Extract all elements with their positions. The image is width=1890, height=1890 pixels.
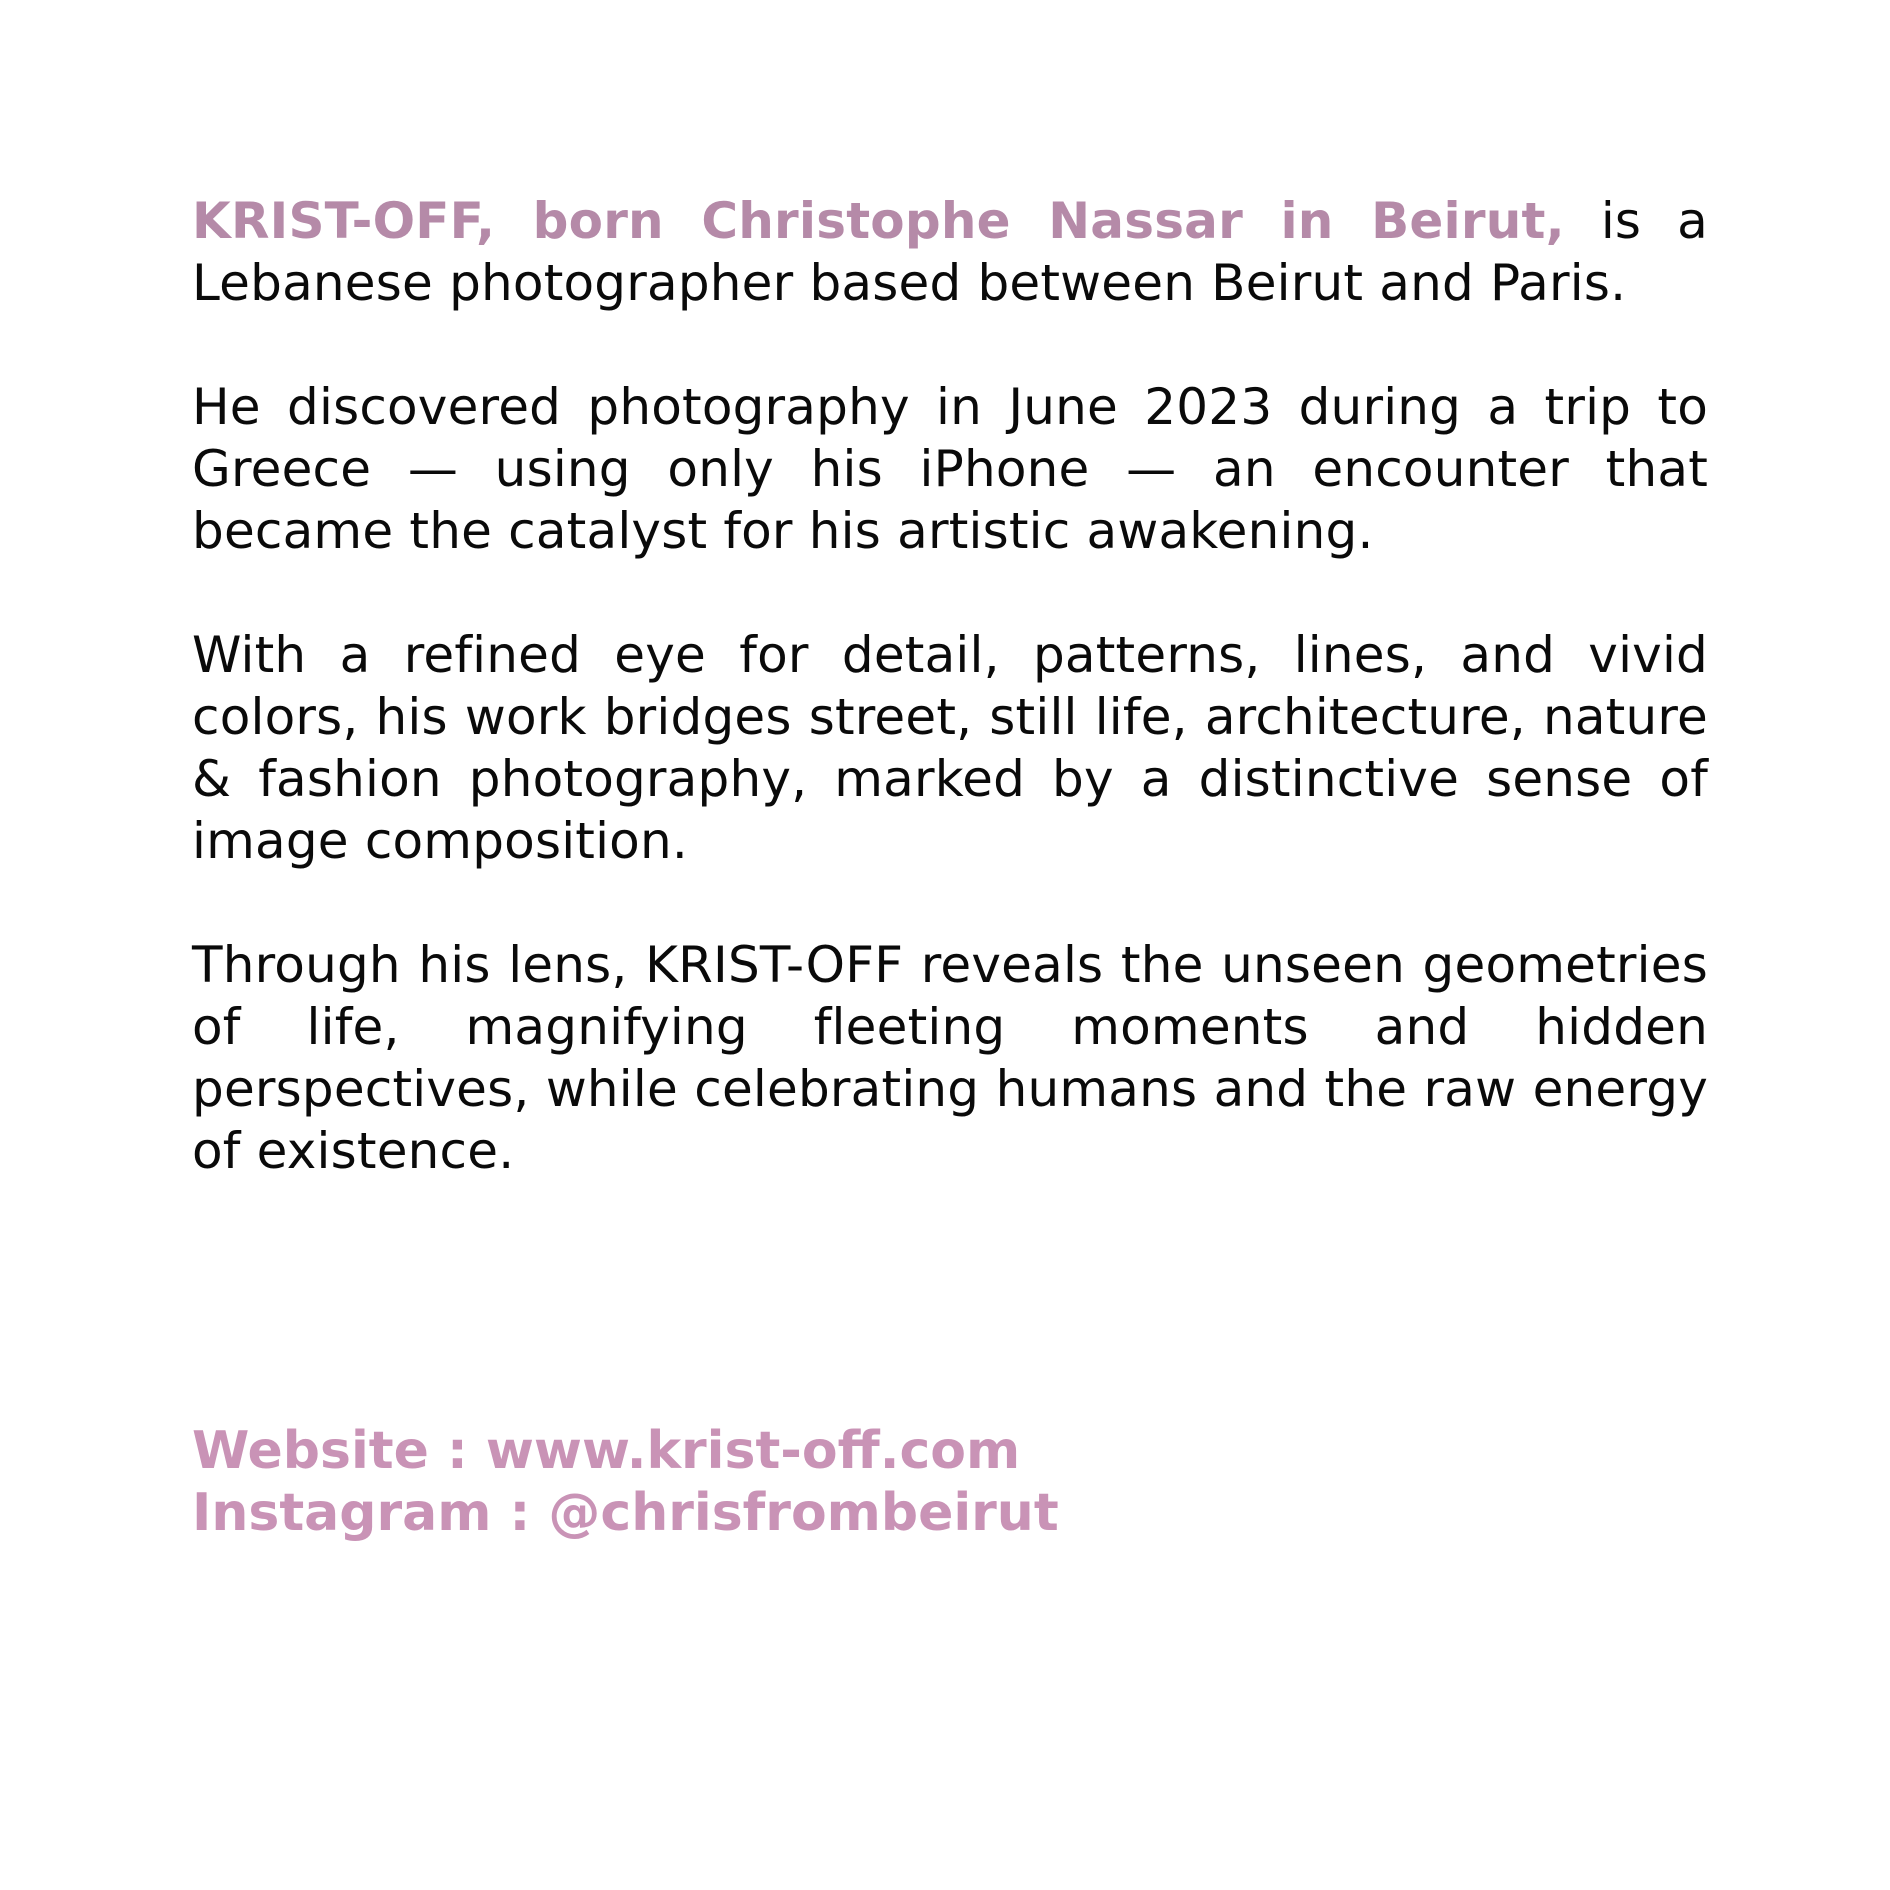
instagram-link[interactable]: Instagram : @chrisfrombeirut <box>192 1483 1059 1543</box>
bio-section <box>192 190 1708 1244</box>
bio-paragraph-discovery: He discovered photography in June 2023 during a trip to Greece — using only his iPhone — an encounter that became the catalyst for his artistic awakening. <box>192 378 1708 560</box>
bio-intro-text: is a Lebanese photographer based between Beirut and Paris. <box>192 192 1708 312</box>
bio-paragraph-vision: Through his lens, KRIST-OFF reveals the unseen geometries of life, magnifying fleeting moments and hidden perspectives, while celebrating humans and the raw energy of existence. <box>192 936 1708 1180</box>
bio-paragraph-style: With a refined eye for detail, patterns, lines, and vivid colors, his work bridges street, still life, architecture, nature & fashion photography, marked by a distinctive sense of image composition. <box>192 626 1708 870</box>
contact-links <box>192 1420 1708 1544</box>
bio-intro-highlight: KRIST-OFF, born Christophe Nassar in Beirut, <box>192 192 1565 250</box>
bio-intro-paragraph <box>192 190 1708 314</box>
website-link[interactable]: Website : www.krist-off.com <box>192 1421 1021 1481</box>
